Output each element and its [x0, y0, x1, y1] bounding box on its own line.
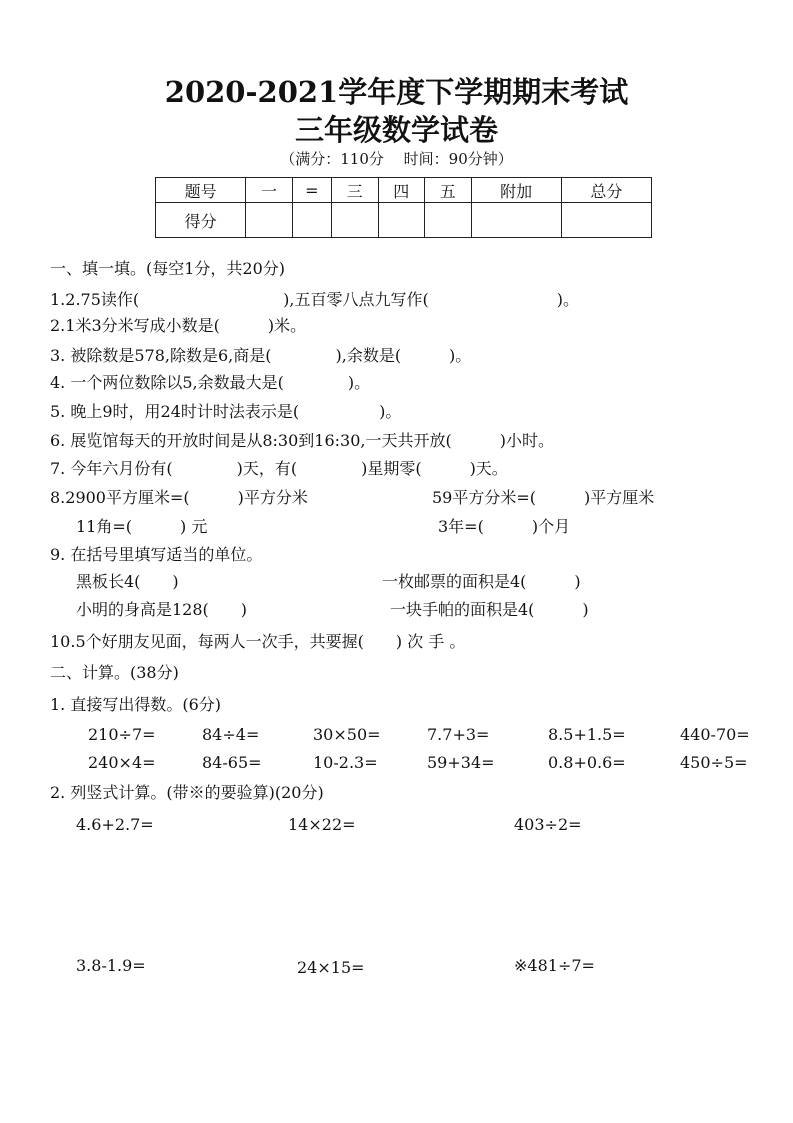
score-header-cell: 三 — [332, 178, 378, 203]
calc-item: 210÷7= — [88, 725, 156, 744]
calc-part1: 1. 直接写出得数。(6分) — [50, 695, 222, 714]
calc-item: 84-65= — [202, 753, 262, 772]
score-header-cell: 题号 — [156, 178, 246, 203]
vertical-calc: 14×22= — [288, 815, 356, 834]
calc-part2: 2. 列竖式计算。(带※的要验算)(20分) — [50, 783, 324, 802]
question-8a: 8.2900平方厘米=( )平方分米 — [50, 488, 308, 507]
score-header-cell: 四 — [378, 178, 424, 203]
calc-item: 440-70= — [680, 725, 750, 744]
score-header-cell: = — [292, 178, 331, 203]
question-1: 1.2.75读作( ),五百零八点九写作( )。 — [50, 290, 579, 309]
score-cell[interactable] — [246, 203, 292, 238]
score-header-cell: 总分 — [561, 178, 651, 203]
question-9d: 一块手帕的面积是4( ) — [390, 600, 589, 619]
calc-item: 240×4= — [88, 753, 156, 772]
exam-title: 2020-2021学年度下学期期末考试 — [164, 75, 629, 109]
vertical-calc: 3.8-1.9= — [76, 956, 146, 975]
score-cell[interactable] — [378, 203, 424, 238]
calc-item: 8.5+1.5= — [548, 725, 626, 744]
vertical-calc: 24×15= — [297, 958, 365, 977]
score-cell[interactable] — [561, 203, 651, 238]
score-header-cell: 五 — [425, 178, 471, 203]
calc-item: 84÷4= — [202, 725, 260, 744]
question-6: 6. 展览馆每天的开放时间是从8:30到16:30,一天共开放( )小时。 — [50, 431, 554, 450]
section2-heading: 二、计算。(38分) — [50, 663, 179, 682]
calc-item: 30×50= — [313, 725, 381, 744]
calc-item: 450÷5= — [680, 753, 748, 772]
score-header-cell: 附加 — [471, 178, 561, 203]
calc-item: 0.8+0.6= — [548, 753, 626, 772]
exam-info: （满分：110分 时间：90分钟） — [280, 150, 513, 168]
question-8d: 3年=( )个月 — [438, 517, 571, 536]
vertical-calc: 403÷2= — [514, 815, 582, 834]
question-4: 4. 一个两位数除以5,余数最大是( )。 — [50, 373, 371, 392]
score-row-label: 得分 — [156, 203, 246, 238]
question-9: 9. 在括号里填写适当的单位。 — [50, 545, 263, 564]
calc-item: 10-2.3= — [313, 753, 378, 772]
vertical-calc: 4.6+2.7= — [76, 815, 154, 834]
question-9a: 黑板长4( ) — [76, 572, 179, 591]
question-9c: 小明的身高是128( ) — [76, 600, 248, 619]
question-5: 5. 晚上9时，用24时计时法表示是( )。 — [50, 402, 402, 421]
calc-item: 7.7+3= — [427, 725, 490, 744]
vertical-calc: ※481÷7= — [514, 956, 595, 975]
calc-item: 59+34= — [427, 753, 495, 772]
section1-heading: 一、填一填。(每空1分，共20分) — [50, 259, 286, 278]
score-cell[interactable] — [471, 203, 561, 238]
question-3: 3. 被除数是578,除数是6,商是( ),余数是( )。 — [50, 346, 472, 365]
question-8c: 11角=( ) 元 — [76, 517, 208, 536]
score-cell[interactable] — [425, 203, 471, 238]
question-8b: 59平方分米=( )平方厘米 — [432, 488, 655, 507]
question-7: 7. 今年六月份有( )天，有( )星期零( )天。 — [50, 459, 508, 478]
question-10: 10.5个好朋友见面，每两人一次手，共要握( ) 次 手 。 — [50, 632, 466, 651]
question-9b: 一枚邮票的面积是4( ) — [382, 572, 581, 591]
score-cell[interactable] — [292, 203, 331, 238]
score-cell[interactable] — [332, 203, 378, 238]
score-table — [155, 177, 652, 238]
exam-subtitle: 三年级数学试卷 — [294, 113, 498, 147]
score-header-cell: 一 — [246, 178, 292, 203]
question-2: 2.1米3分米写成小数是( )米。 — [50, 316, 307, 335]
